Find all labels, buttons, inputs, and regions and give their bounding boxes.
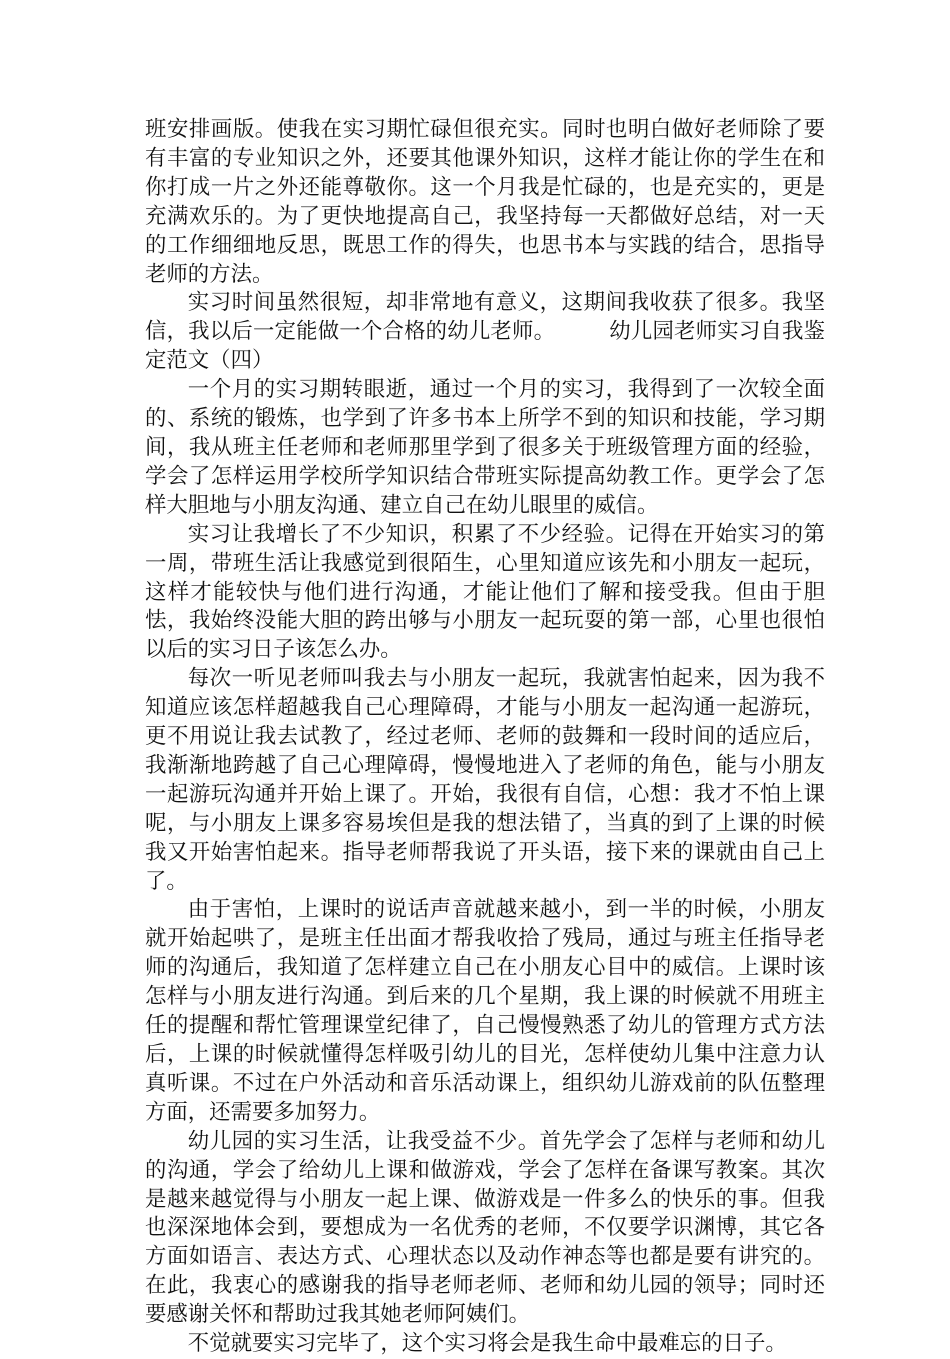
paragraph-1: 班安排画版。使我在实习期忙碌但很充实。同时也明白做好老师除了要有丰富的专业知识之外，还要其他课外知识，这样才能让你的学生在和你打成一片之外还能尊敬你。这一个月我是忙碌的，也是充实的，更是充满欢乐的。为了更快地提高自己，我坚持每一天都做好总结，对一天的工作细细地反思，既思工作的得失，也思书本与实践的结合，思指导老师的方法。 (145, 117, 825, 287)
paragraph-4: 实习让我增长了不少知识，积累了不少经验。记得在开始实习的第一周，带班生活让我感觉到很陌生，心里知道应该先和小朋友一起玩，这样才能较快与他们进行沟通，才能让他们了解和接受我。但由于胆怯，我始终没能大胆的跨出够与小朋友一起玩耍的第一部，心里也很怕以后的实习日子该怎么办。 (145, 521, 825, 663)
paragraph-5: 每次一听见老师叫我去与小朋友一起玩，我就害怕起来，因为我不知道应该怎样超越我自己心理障碍，才能与小朋友一起沟通一起游玩，更不用说让我去试教了，经过老师、老师的鼓舞和一段时间的适应后，我渐渐地跨越了自己心理障碍，慢慢地进入了老师的角色，能与小朋友一起游玩沟通并开始上课了。开始，我很有自信，心想：我才不怕上课呢，与小朋友上课多容易埃但是我的想法错了，当真的到了上课的时候我又开始害怕起来。指导老师帮我说了开头语，接下来的课就由自己上了。 (145, 666, 825, 894)
paragraph-3: 一个月的实习期转眼逝，通过一个月的实习，我得到了一次较全面的、系统的锻炼，也学到了许多书本上所学不到的知识和技能，学习期间，我从班主任老师和老师那里学到了很多关于班级管理方面的经验，学会了怎样运用学校所学知识结合带班实际提高幼教工作。更学会了怎样大胆地与小朋友沟通、建立自己在幼儿眼里的威信。 (145, 377, 825, 518)
paragraph-2-text: 实习时间虽然很短，却非常地有意义，这期间我收获了很多。我坚信，我以后一定能做一个合格的幼儿老师。 (145, 290, 825, 345)
paragraph-6: 由于害怕，上课时的说话声音就越来越小，到一半的时候，小朋友就开始起哄了，是班主任出面才帮我收拾了残局，通过与班主任指导老师的沟通后，我知道了怎样建立自己在小朋友心目中的威信。上课时该怎样与小朋友进行沟通。到后来的几个星期，我上课的时候就不用班主任的提醒和帮忙管理课堂纪律了，自己慢慢熟悉了幼儿的管理方式方法后，上课的时候就懂得怎样吸引幼儿的目光，怎样使幼儿集中注意力认真听课。不过在户外活动和音乐活动课上，组织幼儿游戏前的队伍整理方面，还需要多加努力。 (145, 897, 825, 1125)
paragraph-2 (145, 289, 825, 376)
document-body (145, 116, 825, 1359)
paragraph-8: 不觉就要实习完毕了，这个实习将会是我生命中最难忘的日子。 (187, 1331, 787, 1357)
paragraph-7: 幼儿园的实习生活，让我受益不少。首先学会了怎样与老师和幼儿的沟通，学会了给幼儿上课和做游戏，学会了怎样在备课写教案。其次是越来越觉得与小朋友一起上课、做游戏是一件多么的快乐的事。但我也深深地体会到，要想成为一名优秀的老师，不仅要学识渊博，其它各方面如语言、表达方式、心理状态以及动作神态等也都是要有讲究的。在此，我衷心的感谢我的指导老师老师、老师和幼儿园的领导；同时还要感谢关怀和帮助过我其她老师阿姨们。 (145, 1128, 825, 1328)
section-heading: 幼儿园老师实习自我鉴定范文（四） (145, 319, 825, 374)
